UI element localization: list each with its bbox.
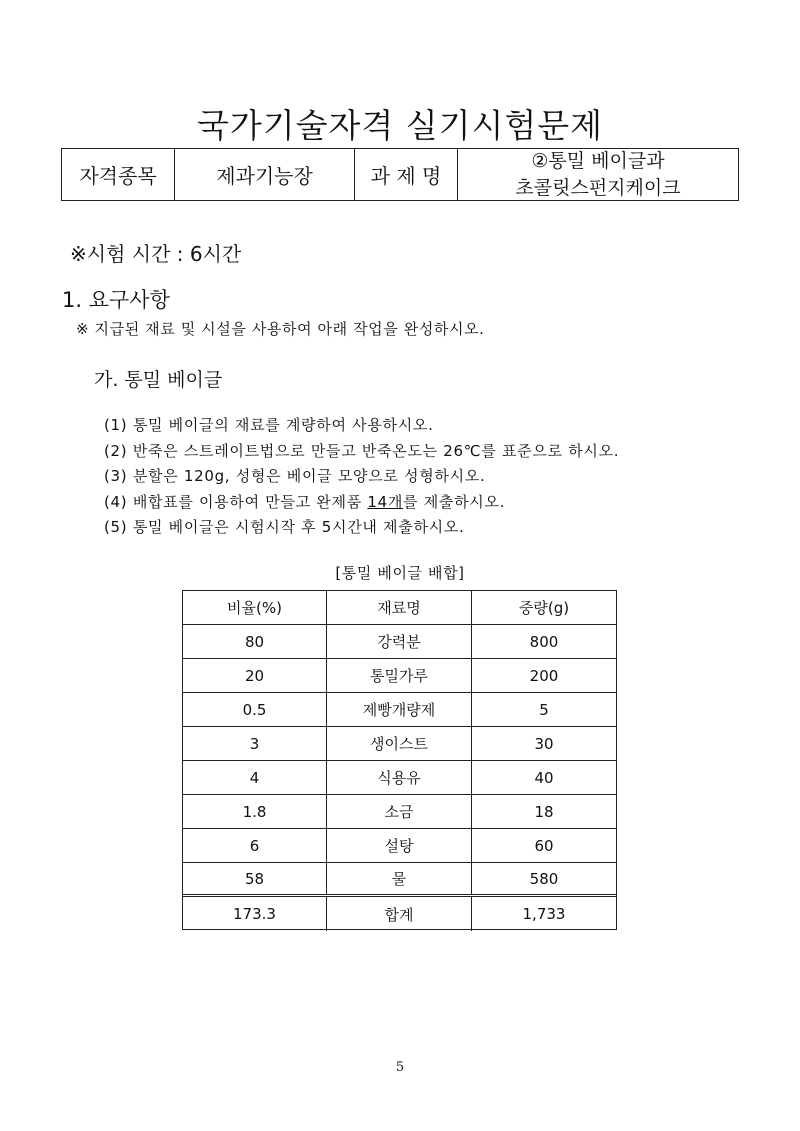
requirement-text: 를 제출하시오. bbox=[403, 492, 506, 511]
column-header: 중량(g) bbox=[518, 599, 570, 617]
weight-cell: 5 bbox=[539, 700, 549, 719]
requirement-item: (2) 반죽은 스트레이트법으로 만들고 반죽온도는 26℃를 표준으로 하시오. bbox=[104, 441, 620, 460]
total-weight-cell: 1,733 bbox=[522, 905, 566, 923]
requirement-text: (4) 배합표를 이용하여 만들고 완제품 bbox=[104, 492, 368, 511]
table-row bbox=[183, 625, 616, 659]
ingredient-cell: 생이스트 bbox=[327, 727, 472, 760]
weight-cell: 30 bbox=[534, 734, 554, 753]
ratio-cell: 6 bbox=[183, 829, 327, 862]
ratio-cell: 20 bbox=[183, 659, 327, 692]
weight-cell: 580 bbox=[529, 869, 559, 888]
ingredient-cell: 물 bbox=[327, 863, 472, 894]
table-row bbox=[183, 761, 616, 795]
ratio-cell: 0.5 bbox=[183, 693, 327, 726]
total-ratio-cell: 173.3 bbox=[183, 897, 327, 931]
weight-cell: 18 bbox=[534, 802, 554, 821]
ingredient-cell: 설탕 bbox=[327, 829, 472, 862]
ratio-cell: 58 bbox=[183, 863, 327, 894]
column-header: 재료명 bbox=[327, 591, 472, 624]
ingredient-cell: 통밀가루 bbox=[327, 659, 472, 692]
weight-cell: 200 bbox=[529, 666, 559, 685]
table-row bbox=[183, 659, 616, 693]
subsection-heading: 가. 통밀 베이글 bbox=[94, 369, 223, 391]
ratio-cell: 4 bbox=[183, 761, 327, 794]
ratio-cell: 1.8 bbox=[183, 795, 327, 828]
weight-cell: 40 bbox=[534, 768, 554, 787]
table-row bbox=[183, 727, 616, 761]
task-value-line1: ②통밀 베이글과 bbox=[531, 149, 665, 172]
task-value bbox=[458, 149, 738, 200]
section-heading: 1. 요구사항 bbox=[62, 288, 170, 312]
task-value-line2: 초콜릿스펀지케이크 bbox=[515, 176, 681, 199]
weight-cell: 60 bbox=[534, 836, 554, 855]
notice-text: ※ 지급된 재료 및 시설을 사용하여 아래 작업을 완성하시오. bbox=[76, 320, 485, 338]
column-header: 비율(%) bbox=[183, 591, 327, 624]
weight-cell: 800 bbox=[529, 632, 559, 651]
table-total-row bbox=[183, 897, 616, 931]
requirement-item bbox=[104, 489, 619, 515]
requirement-item: (1) 통밀 베이글의 재료를 계량하여 사용하시오. bbox=[104, 416, 434, 434]
ingredient-cell: 소금 bbox=[327, 795, 472, 828]
total-label-cell: 합계 bbox=[327, 897, 472, 931]
ingredient-cell: 식용유 bbox=[327, 761, 472, 794]
page-title: 국가기술자격 실기시험문제 bbox=[196, 106, 604, 145]
table-row bbox=[183, 863, 616, 897]
qualification-label: 자격종목 bbox=[62, 149, 175, 200]
requirements-list bbox=[104, 412, 619, 540]
ratio-cell: 3 bbox=[183, 727, 327, 760]
table-row bbox=[183, 795, 616, 829]
exam-info-table bbox=[61, 148, 739, 201]
page-number: 5 bbox=[395, 1060, 405, 1075]
qualification-value: 제과기능장 bbox=[175, 149, 355, 200]
underlined-quantity: 14개 bbox=[367, 492, 404, 511]
table-header-row bbox=[183, 591, 616, 625]
ingredient-cell: 강력분 bbox=[327, 625, 472, 658]
formula-table bbox=[182, 590, 617, 930]
exam-time: ※시험 시간 : 6시간 bbox=[70, 242, 242, 266]
formula-table-caption: [통밀 베이글 배합] bbox=[335, 564, 465, 582]
table-row bbox=[183, 693, 616, 727]
ingredient-cell: 제빵개량제 bbox=[327, 693, 472, 726]
table-row bbox=[183, 829, 616, 863]
requirement-item: (3) 분할은 120g, 성형은 베이글 모양으로 성형하시오. bbox=[104, 467, 486, 485]
ratio-cell: 80 bbox=[183, 625, 327, 658]
task-label: 과 제 명 bbox=[355, 149, 458, 200]
requirement-item: (5) 통밀 베이글은 시험시작 후 5시간내 제출하시오. bbox=[104, 518, 465, 536]
